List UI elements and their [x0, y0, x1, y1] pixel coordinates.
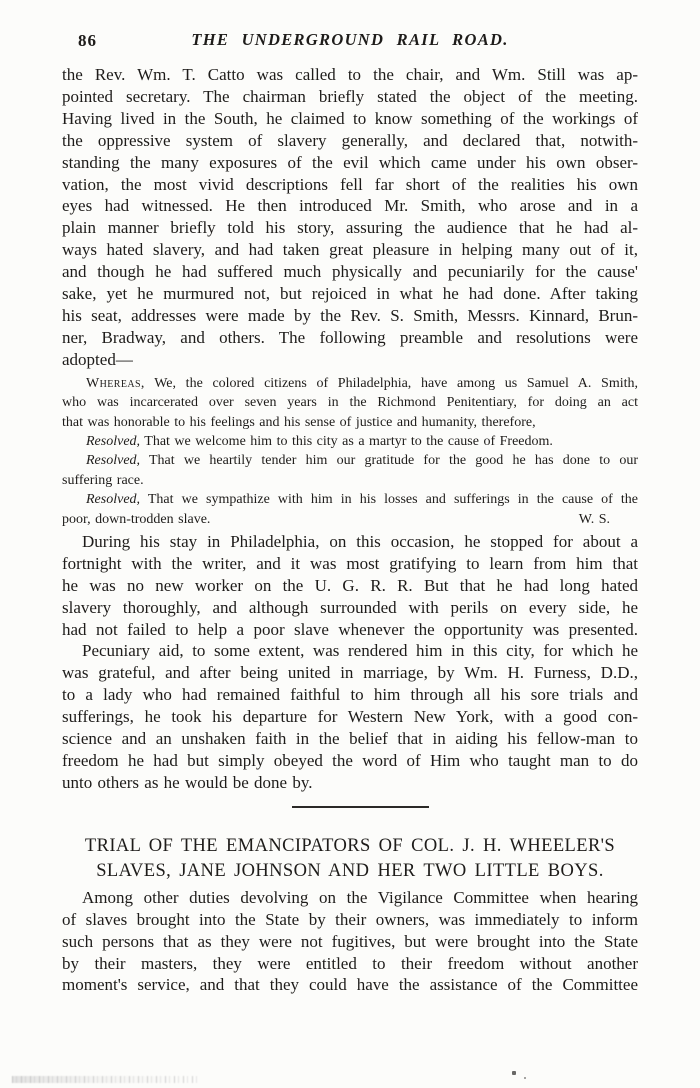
text-line: to a lady who had remained faithful to him through all his sore trials and: [62, 685, 638, 705]
text-line: of slaves brought into the State by their owners, was immediately to inform: [62, 909, 638, 929]
text-line: vation, the most vivid descriptions fell far short of the realities his own: [62, 174, 638, 194]
text-line: plain manner briefly told his story, assuring the audience that he had al-: [62, 218, 638, 238]
heading-line: TRIAL OF THE EMANCIPATORS OF COL. J. H. WHEELER'S: [84, 835, 616, 856]
running-title: THE UNDERGROUND RAIL ROAD.: [191, 30, 509, 49]
text-line: his seat, addresses were made by the Rev. S. Smith, Messrs. Kinnard, Brun-: [62, 305, 638, 325]
text-line: suffering race.: [62, 472, 144, 488]
text-line: freedom he had but simply obeyed the word of Him who taught man to do: [62, 751, 638, 770]
text-line: moment's service, and that they could have the assistance of the Committee: [62, 975, 638, 995]
initials-signature: W. S.: [578, 511, 610, 527]
resolution-text: That we sympathize with him in his losses and sufferings in the cause of the: [140, 492, 638, 508]
paragraph-meeting-account: [62, 64, 638, 371]
resolution-line: [62, 490, 638, 509]
text-line: poor, down-trodden slave.: [62, 511, 211, 527]
text-line: standing the many exposures of the evil which came under his own obser-: [62, 152, 638, 172]
text-line: and though he had suffered much physically and pecuniarily for the cause': [62, 262, 638, 282]
text-line: Among other duties devolving on the Vigilance Committee when hearing: [82, 887, 638, 907]
text-line: such persons that as they were not fugitives, but were brought into the State: [62, 931, 638, 951]
text-line: ner, Bradway, and others. The following preamble and resolutions were: [62, 327, 638, 347]
resolution-line: [62, 451, 638, 470]
paragraph-pecuniary-aid: [62, 640, 638, 793]
section-divider-rule: [292, 806, 429, 808]
text-line: by their masters, they were entitled to their freedom without another: [62, 953, 638, 973]
text-line: pointed secretary. The chairman briefly stated the object of the meeting.: [62, 86, 638, 106]
paragraph-vigilance-committee: [62, 887, 638, 997]
resolved-marker: Resolved,: [86, 492, 141, 508]
text-line: the oppressive system of slavery generally, and declared that, notwith-: [62, 130, 638, 150]
text-line: he was no new worker on the U. G. R. R. But that he had long hated: [62, 575, 638, 595]
resolved-marker: Resolved,: [86, 433, 141, 449]
resolution-line: [62, 432, 638, 451]
page-header: [62, 30, 638, 54]
text-line: Pecuniary aid, to some extent, was rendered him in this city, for which he: [82, 641, 638, 661]
scan-speck-artifact: [524, 1077, 526, 1079]
text-line: who was incarcerated over seven years in the Richmond Penitentiary, for doing an act: [62, 395, 638, 411]
text-column: [62, 30, 638, 996]
text-line: was grateful, and after being united in marriage, by Wm. H. Furness, D.D.,: [62, 663, 638, 683]
resolved-marker: Resolved,: [86, 453, 141, 469]
whereas-marker: Whereas,: [86, 375, 145, 391]
resolution-text: That we heartily tender him our gratitude for the good he has done to our: [140, 453, 638, 469]
attribution-line: [62, 510, 638, 529]
page-number: 86: [78, 31, 97, 50]
resolution-text: That we welcome him to this city as a martyr to the cause of Freedom.: [140, 433, 553, 449]
text-line: ways hated slavery, and had taken great pleasure in helping many out of it,: [62, 240, 638, 260]
text-line: adopted—: [62, 349, 133, 369]
heading-line: SLAVES, JANE JOHNSON AND HER TWO LITTLE BOYS.: [96, 860, 604, 881]
text-line: had not failed to help a poor slave whenever the opportunity was presented.: [62, 619, 638, 639]
text-line: the Rev. Wm. T. Catto was called to the chair, and Wm. Still was ap-: [62, 65, 638, 84]
whereas-line: [62, 374, 638, 393]
text-line: that was honorable to his feelings and his sense of justice and humanity, therefore,: [62, 414, 536, 430]
paragraph-stay-in-philadelphia: [62, 531, 638, 641]
text-line: fortnight with the writer, and it was most gratifying to learn from him that: [62, 553, 638, 573]
scan-noise-artifact: [12, 1076, 197, 1083]
text-line: During his stay in Philadelphia, on this occasion, he stopped for about a: [82, 531, 638, 551]
scan-speck-artifact: [512, 1071, 516, 1075]
text-line: Having lived in the South, he claimed to know something of the workings of: [62, 108, 638, 128]
text-line: unto others as he would be done by.: [62, 772, 313, 792]
chapter-heading: [62, 834, 638, 884]
text-line: sufferings, he took his departure for Western New York, with a good con-: [62, 707, 638, 727]
preamble-and-resolutions: [62, 374, 638, 529]
text-line: sake, yet he murmured not, but rejoiced in what he had done. After taking: [62, 284, 638, 304]
text-line: science and an unshaken faith in the belief that in aiding his fellow-man to: [62, 729, 638, 749]
text-line: slavery thoroughly, and although surrounded with perils on every side, he: [62, 597, 638, 617]
whereas-text: We, the colored citizens of Philadelphia, have among us Samuel A. Smith,: [144, 375, 638, 391]
text-line: eyes had witnessed. He then introduced Mr. Smith, who arose and in a: [62, 196, 638, 216]
